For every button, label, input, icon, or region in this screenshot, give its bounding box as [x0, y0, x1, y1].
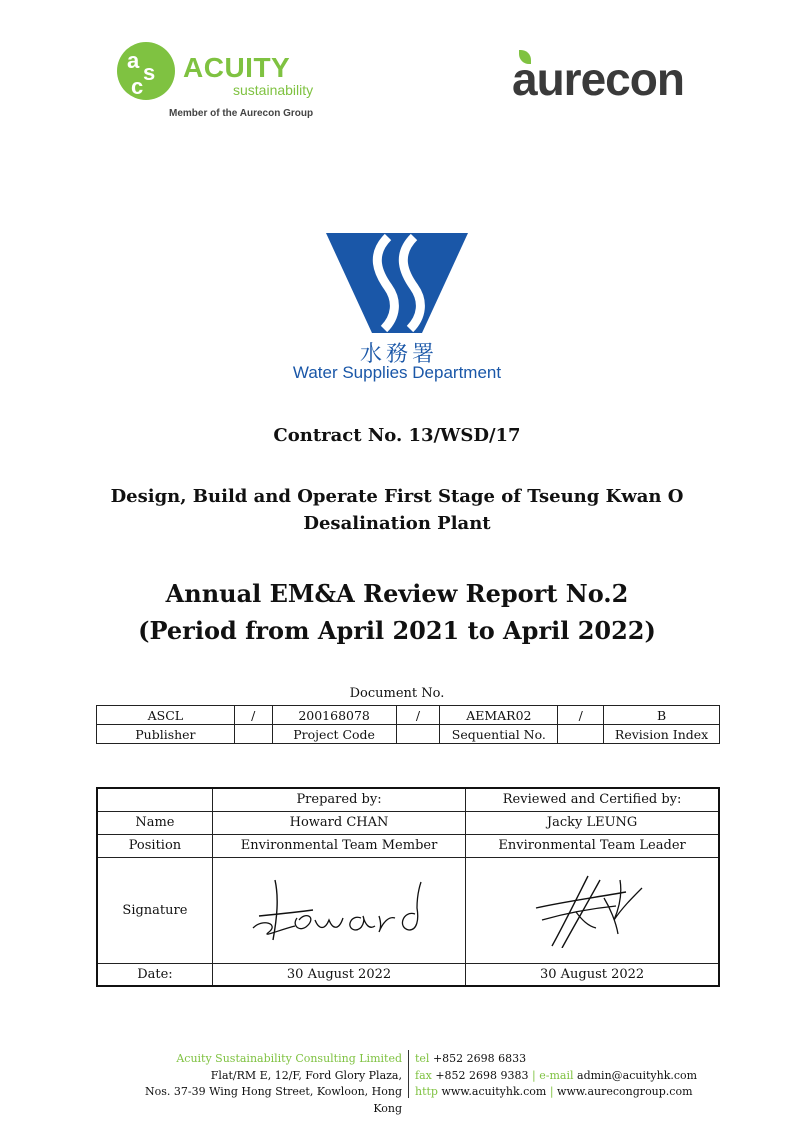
signature-label: Signature	[97, 857, 212, 963]
document-number-label: Document No.	[349, 686, 445, 701]
handwritten-signature-icon	[239, 868, 439, 948]
aurecon-brand: aurecon	[512, 53, 684, 105]
prepared-name: Howard CHAN	[212, 811, 465, 834]
prepared-by-header: Prepared by:	[212, 788, 465, 811]
footer-contacts	[415, 1051, 715, 1101]
blank-cell	[396, 725, 440, 744]
website-link-acuity[interactable]: www.acuityhk.com	[441, 1085, 547, 1098]
reviewed-date: 30 August 2022	[466, 963, 719, 986]
position-row	[97, 834, 719, 857]
separator: /	[396, 706, 440, 725]
contract-number: Contract No. 13/WSD/17	[273, 425, 521, 446]
footer-divider	[408, 1050, 409, 1098]
svg-text:s: s	[143, 60, 156, 85]
approval-table	[96, 787, 720, 987]
separator: /	[234, 706, 272, 725]
blank-cell	[97, 788, 212, 811]
project-title	[100, 483, 694, 537]
blank-cell	[558, 725, 604, 744]
email-label: e-mail	[539, 1068, 574, 1082]
acuity-member-note: Member of the Aurecon Group	[169, 108, 314, 119]
signature-row	[97, 857, 719, 963]
reviewed-position: Environmental Team Leader	[466, 834, 719, 857]
project-title-line1: Design, Build and Operate First Stage of Tseung Kwan O	[110, 486, 684, 507]
acuity-logo	[117, 42, 317, 122]
name-label: Name	[97, 811, 212, 834]
revision-index: B	[604, 706, 720, 725]
blank-cell	[234, 725, 272, 744]
footer-tel-line	[415, 1051, 715, 1068]
document-number-headers-row	[97, 725, 720, 744]
date-row	[97, 963, 719, 986]
footer-web-line	[415, 1084, 715, 1101]
publisher-code: ASCL	[97, 706, 235, 725]
approval-header-row	[97, 788, 719, 811]
handwritten-signature-icon	[492, 868, 692, 948]
footer-address	[130, 1051, 402, 1117]
acuity-subtitle: sustainability	[233, 82, 314, 98]
prepared-position: Environmental Team Member	[212, 834, 465, 857]
acuity-brand: ACUITY	[183, 52, 291, 83]
svg-text:a: a	[127, 48, 140, 73]
tel-number: +852 2698 6833	[432, 1052, 527, 1065]
department-name-english: Water Supplies Department	[292, 363, 502, 382]
fax-number: +852 2698 9383	[435, 1068, 529, 1082]
footer-fax-line	[415, 1068, 715, 1085]
http-label: http	[415, 1085, 438, 1098]
sequential-number-header: Sequential No.	[440, 725, 558, 744]
project-code-header: Project Code	[272, 725, 396, 744]
sequential-number: AEMAR02	[440, 706, 558, 725]
footer-address-line2: Nos. 37-39 Wing Hong Street, Kowloon, Hong Kong	[145, 1085, 402, 1115]
position-label: Position	[97, 834, 212, 857]
project-title-line2: Desalination Plant	[303, 513, 491, 534]
reviewed-name: Jacky LEUNG	[466, 811, 719, 834]
document-number-values-row	[97, 706, 720, 725]
footer-separator: |	[532, 1068, 536, 1082]
svg-text:c: c	[131, 74, 144, 99]
reviewed-signature	[466, 857, 719, 963]
reviewed-by-header: Reviewed and Certified by:	[466, 788, 719, 811]
acuity-monogram-icon	[117, 42, 175, 100]
publisher-header: Publisher	[97, 725, 235, 744]
department-name-chinese: 水務署	[359, 342, 438, 367]
tel-label: tel	[415, 1052, 430, 1065]
footer-separator: |	[549, 1085, 554, 1098]
prepared-date: 30 August 2022	[212, 963, 465, 986]
report-title-line2: (Period from April 2021 to April 2022)	[138, 616, 656, 645]
website-link-aurecon[interactable]: www.aurecongroup.com	[557, 1085, 693, 1098]
email-link[interactable]: admin@acuityhk.com	[577, 1068, 698, 1082]
date-label: Date:	[97, 963, 212, 986]
footer-address-line1: Flat/RM E, 12/F, Ford Glory Plaza,	[210, 1068, 402, 1082]
revision-index-header: Revision Index	[604, 725, 720, 744]
aurecon-logo	[512, 52, 727, 108]
project-code: 200168078	[272, 706, 396, 725]
footer-company-name: Acuity Sustainability Consulting Limited	[176, 1052, 402, 1065]
report-title-line1: Annual EM&A Review Report No.2	[165, 579, 629, 608]
prepared-signature	[212, 857, 465, 963]
name-row	[97, 811, 719, 834]
fax-label: fax	[415, 1068, 432, 1082]
report-title	[60, 575, 734, 649]
document-number-table	[96, 705, 720, 744]
wsd-emblem-icon	[326, 233, 468, 333]
separator: /	[558, 706, 604, 725]
